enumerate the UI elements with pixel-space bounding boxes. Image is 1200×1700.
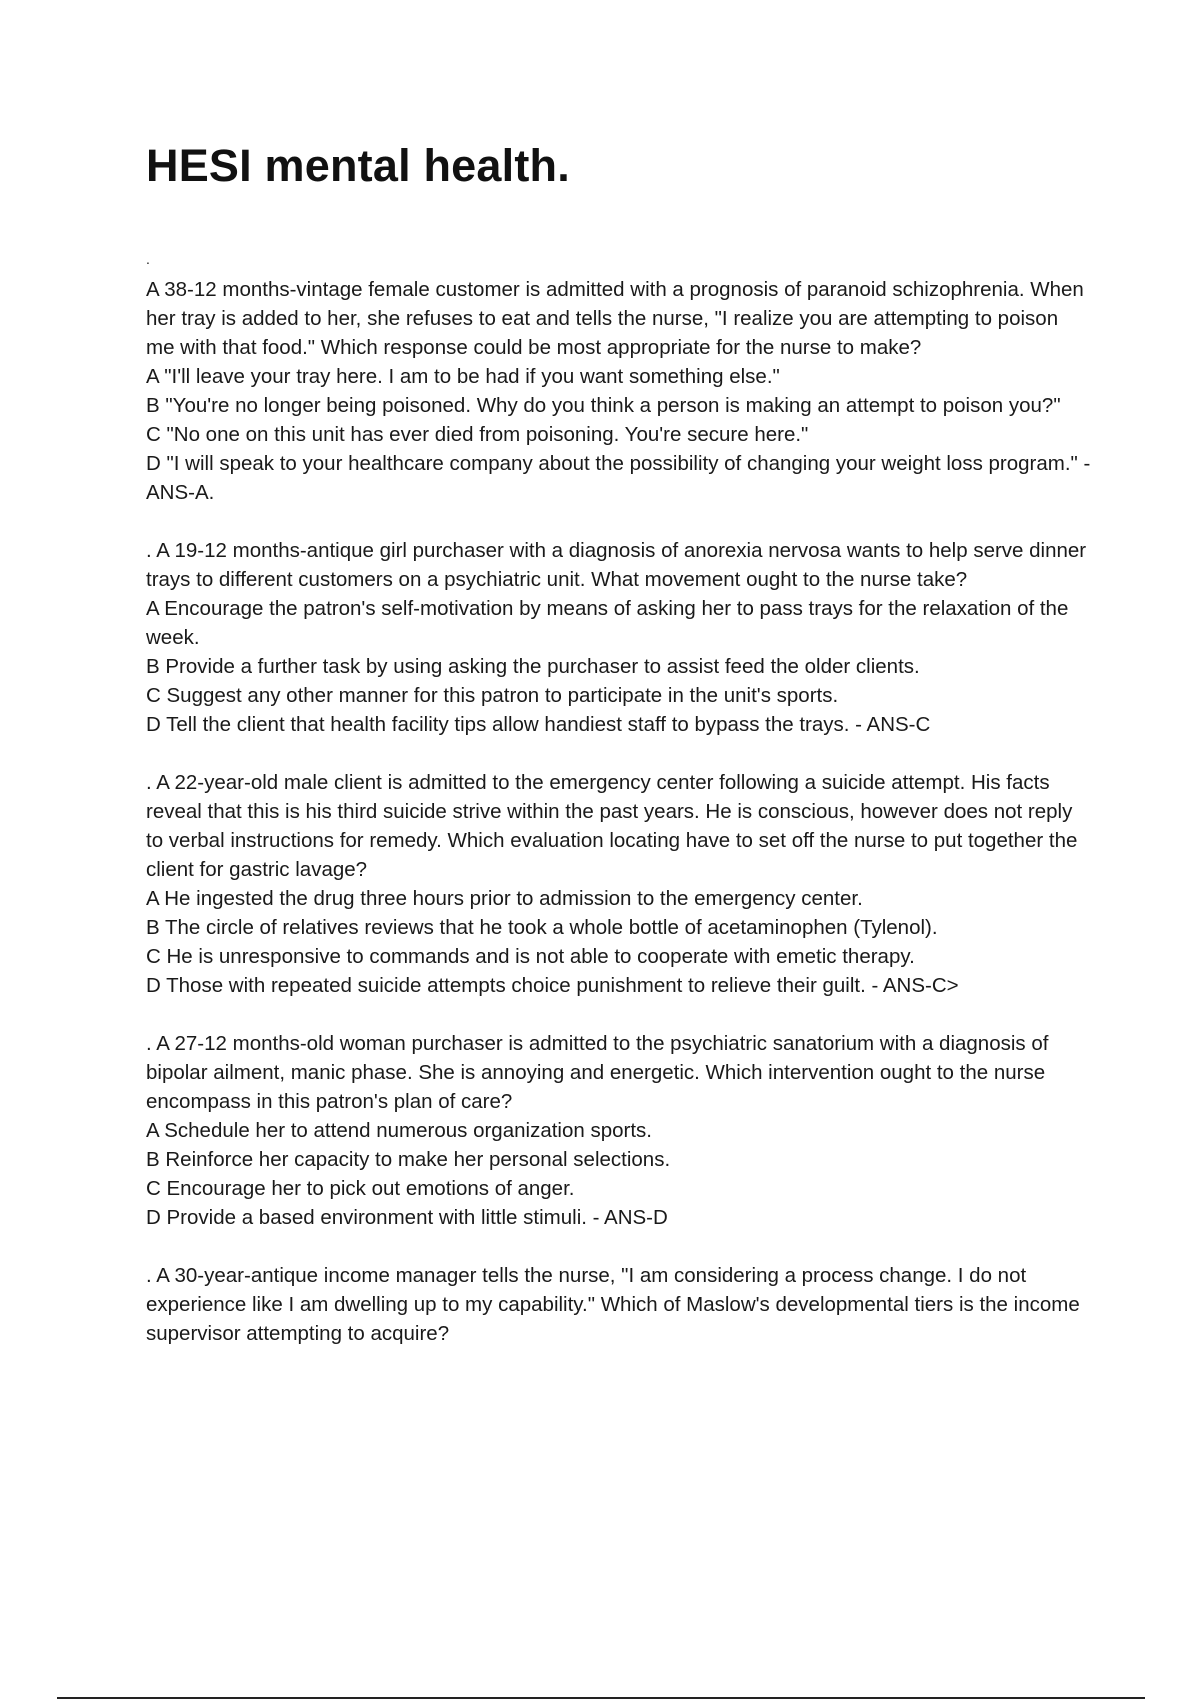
answer-option: C "No one on this unit has ever died from poisoning. You're secure here."	[146, 423, 809, 446]
answer-option: A He ingested the drug three hours prior to admission to the emergency center.	[146, 887, 863, 910]
answer-option: B Reinforce her capacity to make her personal selections.	[146, 1148, 671, 1171]
page-title: HESI mental health.	[146, 140, 570, 191]
question-block	[146, 1261, 1091, 1348]
answer-option: B Provide a further task by using asking the purchaser to assist feed the older clients.	[146, 655, 920, 678]
answer-option: D Those with repeated suicide attempts choice punishment to relieve their guilt. - ANS-C>	[146, 974, 959, 997]
question-text: A 38-12 months-vintage female customer is admitted with a prognosis of paranoid schizophrenia. When her tray is added to her, she refuses to eat and tells the nurse, "I realize you are attempting to poison me with that food." Which response could be most appropriate for the nurse to make?	[146, 278, 1084, 359]
answer-option: B "You're no longer being poisoned. Why do you think a person is making an attempt to poison you?"	[146, 394, 1061, 417]
question-block	[146, 1029, 1091, 1232]
answer-option: C He is unresponsive to commands and is not able to cooperate with emetic therapy.	[146, 945, 915, 968]
answer-option: C Suggest any other manner for this patron to participate in the unit's sports.	[146, 684, 839, 707]
question-block	[146, 275, 1091, 507]
question-text: . A 30-year-antique income manager tells the nurse, "I am considering a process change. I do not experience like I am dwelling up to my capability." Which of Maslow's developmental tiers is the income supervisor attempting to acquire?	[146, 1264, 1080, 1345]
answer-option: B The circle of relatives reviews that he took a whole bottle of acetaminophen (Tylenol).	[146, 916, 938, 939]
answer-option: D Provide a based environment with little stimuli. - ANS-D	[146, 1206, 668, 1229]
page-bottom-rule	[57, 1697, 1145, 1699]
answer-option: A Schedule her to attend numerous organization sports.	[146, 1119, 652, 1142]
answer-option: A "I'll leave your tray here. I am to be had if you want something else."	[146, 365, 780, 388]
answer-option: A Encourage the patron's self-motivation by means of asking her to pass trays for the relaxation of the week.	[146, 597, 1069, 649]
question-text: . A 27-12 months-old woman purchaser is admitted to the psychiatric sanatorium with a diagnosis of bipolar ailment, manic phase. She is annoying and energetic. Which intervention ought to the nurse encompass in this patron's plan of care?	[146, 1032, 1049, 1113]
answer-option: D Tell the client that health facility tips allow handiest staff to bypass the trays. - ANS-C	[146, 713, 931, 736]
lead-marker: .	[146, 251, 150, 267]
question-text: . A 19-12 months-antique girl purchaser with a diagnosis of anorexia nervosa wants to help serve dinner trays to different customers on a psychiatric unit. What movement ought to the nurse take?	[146, 539, 1087, 591]
question-list	[146, 275, 1091, 1377]
question-text: . A 22-year-old male client is admitted to the emergency center following a suicide attempt. His facts reveal that this is his third suicide strive within the past years. He is conscious, however does not reply to verbal instructions for remedy. Which evaluation locating have to set off the nurse to put together the client for gastric lavage?	[146, 771, 1078, 881]
answer-option: C Encourage her to pick out emotions of anger.	[146, 1177, 575, 1200]
question-block	[146, 768, 1091, 1000]
answer-option: D "I will speak to your healthcare company about the possibility of changing your weight loss program." - ANS-A.	[146, 452, 1091, 504]
question-block	[146, 536, 1091, 739]
